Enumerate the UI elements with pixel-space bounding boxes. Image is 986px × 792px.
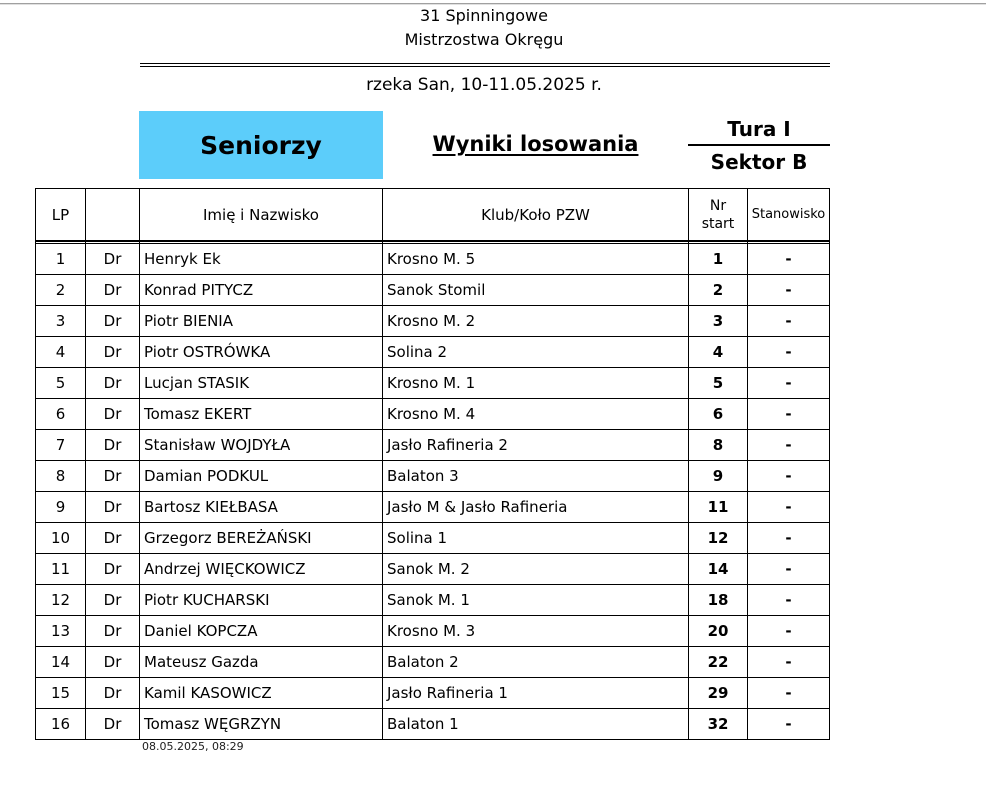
table-row bbox=[36, 709, 830, 740]
cell-lp: 7 bbox=[36, 430, 86, 461]
cell-name: Konrad PITYCZ bbox=[140, 275, 383, 306]
cell-category: Dr bbox=[86, 492, 140, 523]
cell-category: Dr bbox=[86, 523, 140, 554]
cell-name: Stanisław WOJDYŁA bbox=[140, 430, 383, 461]
cell-club: Solina 2 bbox=[383, 337, 689, 368]
cell-name: Mateusz Gazda bbox=[140, 647, 383, 678]
cell-club: Jasło M & Jasło Rafineria bbox=[383, 492, 689, 523]
cell-name: Lucjan STASIK bbox=[140, 368, 383, 399]
cell-club: Sanok M. 2 bbox=[383, 554, 689, 585]
cell-start-number: 22 bbox=[689, 647, 748, 678]
cell-position: - bbox=[748, 430, 830, 461]
cell-category: Dr bbox=[86, 275, 140, 306]
cell-name: Piotr KUCHARSKI bbox=[140, 585, 383, 616]
cell-position: - bbox=[748, 709, 830, 740]
cell-club: Krosno M. 1 bbox=[383, 368, 689, 399]
table-row bbox=[36, 461, 830, 492]
cell-category: Dr bbox=[86, 306, 140, 337]
results-title bbox=[383, 127, 688, 161]
table-row bbox=[36, 678, 830, 709]
cell-start-number: 12 bbox=[689, 523, 748, 554]
cell-name: Grzegorz BEREŻAŃSKI bbox=[140, 523, 383, 554]
table-row bbox=[36, 368, 830, 399]
column-header-start bbox=[689, 189, 748, 242]
cell-position: - bbox=[748, 647, 830, 678]
cell-position: - bbox=[748, 306, 830, 337]
column-header-name: Imię i Nazwisko bbox=[140, 189, 383, 242]
cell-name: Daniel KOPCZA bbox=[140, 616, 383, 647]
cell-start-number: 29 bbox=[689, 678, 748, 709]
table-row bbox=[36, 306, 830, 337]
table-row bbox=[36, 647, 830, 678]
cell-lp: 9 bbox=[36, 492, 86, 523]
cell-lp: 3 bbox=[36, 306, 86, 337]
cell-category: Dr bbox=[86, 368, 140, 399]
cell-name: Andrzej WIĘCKOWICZ bbox=[140, 554, 383, 585]
cell-lp: 8 bbox=[36, 461, 86, 492]
cell-position: - bbox=[748, 399, 830, 430]
cell-category: Dr bbox=[86, 430, 140, 461]
cell-club: Sanok Stomil bbox=[383, 275, 689, 306]
cell-lp: 4 bbox=[36, 337, 86, 368]
cell-start-number: 2 bbox=[689, 275, 748, 306]
table-row bbox=[36, 275, 830, 306]
cell-name: Piotr OSTRÓWKA bbox=[140, 337, 383, 368]
cell-category: Dr bbox=[86, 554, 140, 585]
cell-lp: 15 bbox=[36, 678, 86, 709]
cell-lp: 11 bbox=[36, 554, 86, 585]
cell-lp: 2 bbox=[36, 275, 86, 306]
cell-club: Balaton 2 bbox=[383, 647, 689, 678]
sector-label: Sektor B bbox=[710, 150, 808, 174]
category-banner bbox=[139, 111, 383, 179]
cell-start-number: 5 bbox=[689, 368, 748, 399]
cell-club: Krosno M. 2 bbox=[383, 306, 689, 337]
table-row bbox=[36, 585, 830, 616]
cell-club: Jasło Rafineria 2 bbox=[383, 430, 689, 461]
results-title-text: Wyniki losowania bbox=[432, 132, 639, 156]
cell-club: Krosno M. 4 bbox=[383, 399, 689, 430]
cell-club: Krosno M. 3 bbox=[383, 616, 689, 647]
cell-position: - bbox=[748, 275, 830, 306]
event-location-date: rzeka San, 10-11.05.2025 r. bbox=[366, 75, 602, 95]
column-header-start-line1: Nr bbox=[709, 197, 727, 214]
cell-category: Dr bbox=[86, 461, 140, 492]
cell-lp: 10 bbox=[36, 523, 86, 554]
cell-name: Tomasz EKERT bbox=[140, 399, 383, 430]
cell-start-number: 6 bbox=[689, 399, 748, 430]
cell-start-number: 9 bbox=[689, 461, 748, 492]
cell-position: - bbox=[748, 523, 830, 554]
draw-results-table bbox=[35, 188, 830, 740]
cell-start-number: 14 bbox=[689, 554, 748, 585]
cell-start-number: 32 bbox=[689, 709, 748, 740]
cell-club: Balaton 3 bbox=[383, 461, 689, 492]
cell-category: Dr bbox=[86, 244, 140, 275]
title-divider-top bbox=[140, 63, 830, 64]
cell-club: Sanok M. 1 bbox=[383, 585, 689, 616]
table-row bbox=[36, 337, 830, 368]
column-header-start-line2: start bbox=[701, 215, 735, 232]
cell-position: - bbox=[748, 616, 830, 647]
cell-lp: 14 bbox=[36, 647, 86, 678]
cell-lp: 6 bbox=[36, 399, 86, 430]
cell-position: - bbox=[748, 461, 830, 492]
cell-position: - bbox=[748, 337, 830, 368]
cell-position: - bbox=[748, 492, 830, 523]
cell-lp: 13 bbox=[36, 616, 86, 647]
round-label: Tura I bbox=[727, 117, 791, 141]
table-row bbox=[36, 399, 830, 430]
column-header-lp: LP bbox=[36, 189, 86, 242]
title-divider-bottom bbox=[140, 66, 830, 67]
cell-start-number: 11 bbox=[689, 492, 748, 523]
category-label: Seniorzy bbox=[200, 130, 322, 160]
cell-position: - bbox=[748, 244, 830, 275]
cell-lp: 12 bbox=[36, 585, 86, 616]
print-timestamp: 08.05.2025, 08:29 bbox=[142, 740, 244, 753]
column-header-category bbox=[86, 189, 140, 242]
cell-start-number: 20 bbox=[689, 616, 748, 647]
cell-start-number: 18 bbox=[689, 585, 748, 616]
table-row bbox=[36, 492, 830, 523]
cell-category: Dr bbox=[86, 399, 140, 430]
cell-position: - bbox=[748, 368, 830, 399]
cell-lp: 5 bbox=[36, 368, 86, 399]
cell-category: Dr bbox=[86, 678, 140, 709]
table-row bbox=[36, 430, 830, 461]
cell-position: - bbox=[748, 585, 830, 616]
cell-name: Damian PODKUL bbox=[140, 461, 383, 492]
column-header-position: Stanowisko bbox=[748, 189, 830, 242]
cell-category: Dr bbox=[86, 585, 140, 616]
cell-start-number: 3 bbox=[689, 306, 748, 337]
cell-club: Krosno M. 5 bbox=[383, 244, 689, 275]
column-header-club: Klub/Koło PZW bbox=[383, 189, 689, 242]
cell-lp: 16 bbox=[36, 709, 86, 740]
table-row bbox=[36, 616, 830, 647]
event-title-line1: 31 Spinningowe bbox=[420, 6, 548, 25]
cell-position: - bbox=[748, 554, 830, 585]
cell-start-number: 8 bbox=[689, 430, 748, 461]
cell-name: Kamil KASOWICZ bbox=[140, 678, 383, 709]
table-row bbox=[36, 554, 830, 585]
table-row bbox=[36, 523, 830, 554]
cell-lp: 1 bbox=[36, 244, 86, 275]
table-row bbox=[36, 244, 830, 275]
cell-club: Balaton 1 bbox=[383, 709, 689, 740]
cell-name: Tomasz WĘGRZYN bbox=[140, 709, 383, 740]
cell-category: Dr bbox=[86, 616, 140, 647]
round-divider bbox=[688, 144, 830, 146]
table-header-row bbox=[36, 189, 830, 242]
cell-category: Dr bbox=[86, 337, 140, 368]
cell-name: Piotr BIENIA bbox=[140, 306, 383, 337]
cell-start-number: 4 bbox=[689, 337, 748, 368]
cell-position: - bbox=[748, 678, 830, 709]
cell-name: Bartosz KIEŁBASA bbox=[140, 492, 383, 523]
event-title-line2: Mistrzostwa Okręgu bbox=[404, 30, 564, 49]
cell-club: Solina 1 bbox=[383, 523, 689, 554]
cell-start-number: 1 bbox=[689, 244, 748, 275]
cell-category: Dr bbox=[86, 709, 140, 740]
cell-club: Jasło Rafineria 1 bbox=[383, 678, 689, 709]
cell-category: Dr bbox=[86, 647, 140, 678]
cell-name: Henryk Ek bbox=[140, 244, 383, 275]
